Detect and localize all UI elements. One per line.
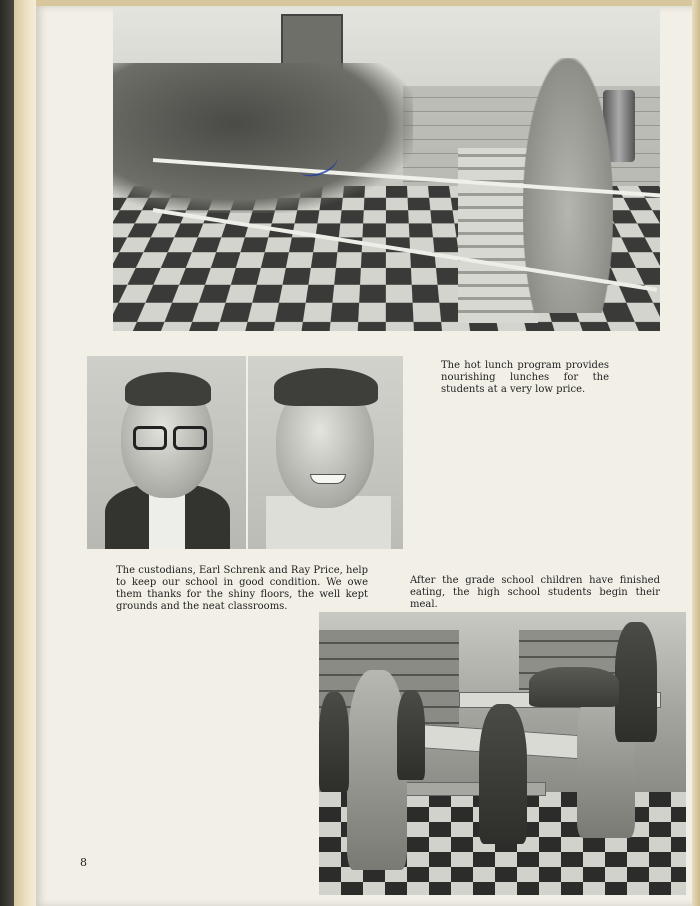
lunch-line-photo (113, 8, 660, 331)
lunch-program-caption: The hot lunch program provides nourishing lunches for the students at a very low price. (441, 360, 609, 395)
custodian-portrait-earl-schrenk (87, 356, 246, 549)
lunchroom-tables-photo (319, 612, 686, 895)
book-binding (0, 0, 14, 906)
page-number: 8 (80, 856, 87, 869)
grade-school-caption: After the grade school children have finished eating, the high school students begin their meal. (410, 575, 660, 610)
custodian-portrait-ray-price (248, 356, 403, 549)
page-gutter (14, 0, 36, 906)
page-right-edge (692, 0, 700, 906)
custodians-caption: The custodians, Earl Schrenk and Ray Price, help to keep our school in good condition. We owe them thanks for the shiny floors, the well kept grounds and the neat classrooms. (116, 565, 368, 612)
